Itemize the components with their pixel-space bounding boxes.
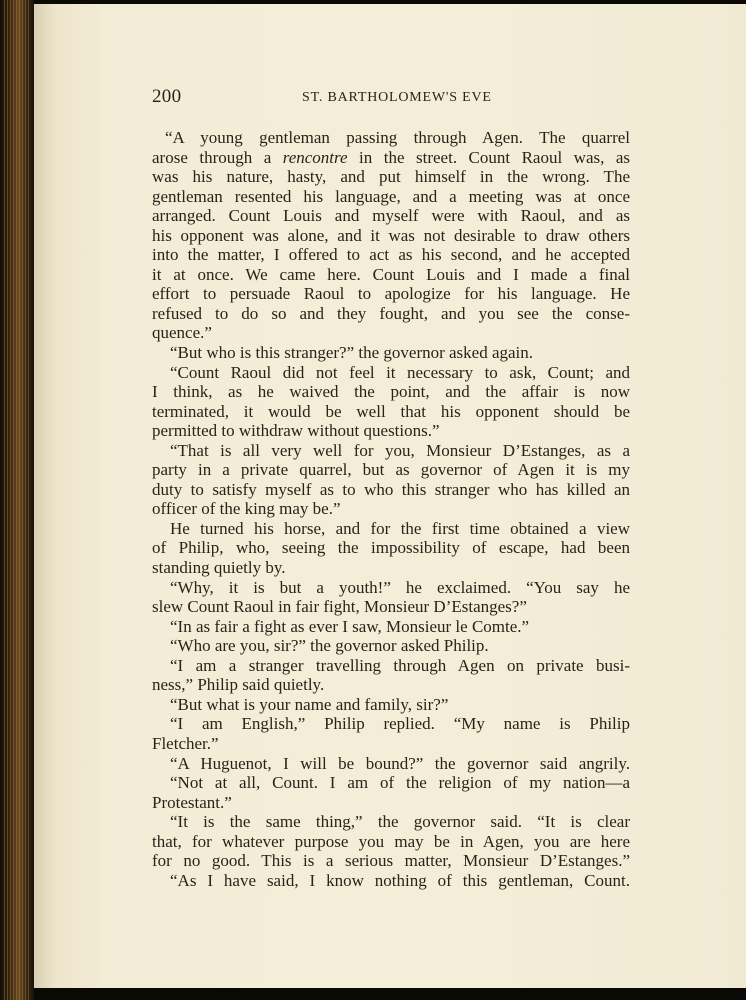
page-header bbox=[152, 86, 632, 110]
text-line: into the matter, I offered to act as his second, and he accepted bbox=[152, 245, 630, 265]
running-head: ST. BARTHOLOMEW'S EVE bbox=[302, 90, 492, 105]
text-line: “Not at all, Count. I am of the religion of my nation—a bbox=[170, 773, 630, 793]
text-line: arose through a rencontre in the street. Count Raoul was, as bbox=[152, 147, 630, 167]
page-number: 200 bbox=[152, 86, 182, 107]
text-line: ness,” Philip said quietly. bbox=[152, 675, 325, 695]
text-line: arranged. Count Louis and myself were with Raoul, and as bbox=[152, 206, 630, 226]
text-line: “But who is this stranger?” the governor asked again. bbox=[170, 343, 534, 363]
text-line: party in a private quarrel, but as governor of Agen it is my bbox=[152, 460, 630, 480]
text-line: “A Huguenot, I will be bound?” the governor said angrily. bbox=[170, 753, 630, 773]
text-line: “That is all very well for you, Monsieur D’Estanges, as a bbox=[170, 440, 630, 460]
text-line: slew Count Raoul in fair fight, Monsieur D’Estanges?” bbox=[152, 597, 527, 617]
page-body-text bbox=[152, 128, 630, 890]
text-line: was his nature, hasty, and put himself in the wrong. The bbox=[152, 167, 630, 187]
italic-word: rencontre bbox=[282, 147, 348, 167]
book-spine bbox=[0, 0, 34, 1000]
text-line: “As I have said, I know nothing of this gentleman, Count. bbox=[170, 870, 630, 890]
text-line: gentleman resented his language, and a meeting was at once bbox=[152, 186, 630, 206]
text-line: “I am a stranger travelling through Agen on private busi- bbox=[170, 655, 630, 675]
text-line: “In as fair a fight as ever I saw, Monsieur le Comte.” bbox=[170, 616, 530, 636]
bottom-edge bbox=[34, 988, 746, 1000]
text-line: permitted to withdraw without questions.” bbox=[152, 421, 440, 441]
text-line: officer of the king may be.” bbox=[152, 499, 341, 519]
text-line: “I am English,” Philip replied. “My name is Philip bbox=[170, 714, 630, 734]
text-line: He turned his horse, and for the first time obtained a view bbox=[170, 518, 630, 538]
text-line: of Philip, who, seeing the impossibility of escape, had been bbox=[152, 538, 630, 558]
text-line: I think, as he waived the point, and the affair is now bbox=[152, 382, 630, 402]
text-line: that, for whatever purpose you may be in Agen, you are here bbox=[152, 831, 630, 851]
text-line: “A young gentleman passing through Agen. The quarrel bbox=[165, 128, 630, 147]
text-line: “Who are you, sir?” the governor asked Philip. bbox=[170, 636, 489, 656]
page-edges bbox=[4, 0, 30, 1000]
text-line: quence.” bbox=[152, 323, 212, 343]
text-line: terminated, it would be well that his opponent should be bbox=[152, 401, 630, 421]
text-line: “But what is your name and family, sir?” bbox=[170, 694, 449, 714]
text-line: “Why, it is but a youth!” he exclaimed. “You say he bbox=[170, 577, 630, 597]
text-line: “Count Raoul did not feel it necessary to ask, Count; and bbox=[170, 362, 630, 382]
text-line: duty to satisfy myself as to who this stranger who has killed an bbox=[152, 479, 630, 499]
text-line: for no good. This is a serious matter, Monsieur D’Estanges.” bbox=[152, 851, 630, 871]
text-line: his opponent was alone, and it was not desirable to draw others bbox=[152, 225, 630, 245]
text-line: refused to do so and they fought, and you see the conse- bbox=[152, 303, 630, 323]
text-line: standing quietly by. bbox=[152, 558, 286, 578]
text-line: Fletcher.” bbox=[152, 733, 219, 753]
text-line: Protestant.” bbox=[152, 792, 232, 812]
text-line: it at once. We came here. Count Louis and I made a final bbox=[152, 264, 630, 284]
text-line: “It is the same thing,” the governor said. “It is clear bbox=[170, 812, 630, 832]
text-line: effort to persuade Raoul to apologize for his language. He bbox=[152, 284, 630, 304]
